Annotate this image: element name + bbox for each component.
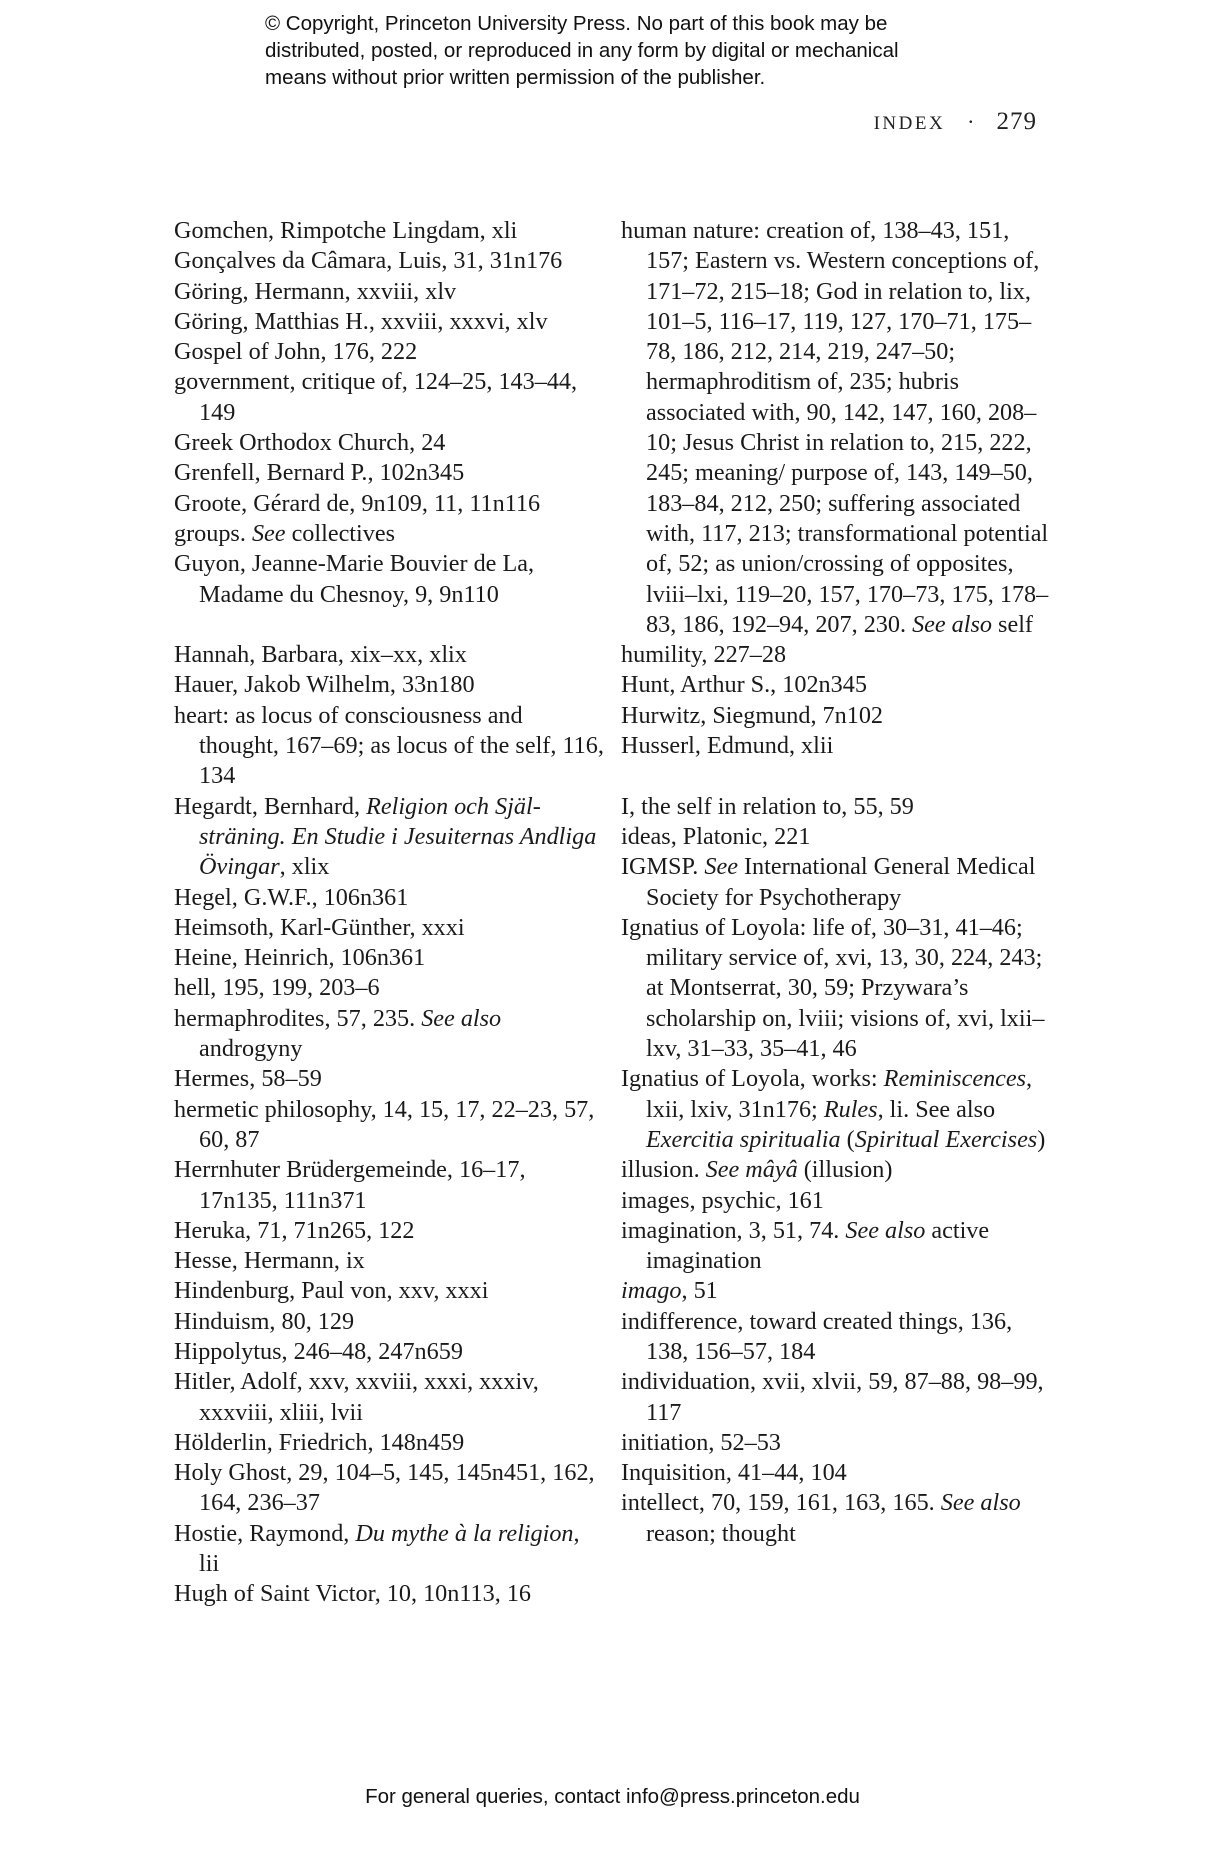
index-entry: Hinduism, 80, 129 [174,1307,355,1335]
page-number: 279 [996,108,1037,135]
index-entry: hell, 195, 199, 203–6 [174,974,380,1002]
index-entry: Greek Orthodox Church, 24 [174,429,446,457]
index-entry: Ignatius of Loyola: life of, 30–31, 41–46; military service of, xvi, 13, 30, 224, 243; at Montserrat, 30, 59; Przywara’s scholarship on, lviii; visions of, xvi, lxii–lxv, 31–33, 35–41, 46 [621,913,1045,1063]
index-entry: individuation, xvii, xlvii, 59, 87–88, 98–99, 117 [621,1368,1044,1426]
index-entry: Guyon, Jeanne-Marie Bouvier de La, Madame du Chesnoy, 9, 9n110 [174,550,535,608]
index-entry: Hermes, 58–59 [174,1065,322,1093]
index-entry: Ignatius of Loyola, works: Reminiscences, lxii, lxiv, 31n176; Rules, li. See also Exercitia spiritualia (Spiritual Exercises) [621,1065,1046,1153]
index-entry: heart: as locus of consciousness and thought, 167–69; as locus of the self, 116, 134 [174,701,604,790]
index-entry: Gonçalves da Câmara, Luis, 31, 31n176 [174,247,563,275]
index-entry: Herrnhuter Brüdergemeinde, 16–17, 17n135, 111n371 [174,1156,526,1214]
separator-dot: · [967,109,975,134]
index-entry: Groote, Gérard de, 9n109, 11, 11n116 [174,489,541,517]
index-entry: Göring, Matthias H., xxviii, xxxvi, xlv [174,307,548,335]
index-entry: human nature: creation of, 138–43, 151, 157; Eastern vs. Western conceptions of, 171–72, 215–18; God in relation to, lix, 101–5, 116–17, 119, 127, 170–71, 175–78, 186, 212, 214, 219, 247–50; hermaphroditism of, 235; hubris associated with, 90, 142, 147, 160, 208–10; Jesus Christ in relation to, 215, 222, 245; meaning/ purpose of, 143, 149–50, 183–84, 212, 250; suffering associated with, 117, 213; transformational potential of, 52; as union/crossing of opposites, lviii–lxi, 119–20, 157, 170–73, 175, 178–83, 186, 192–94, 207, 230. See also self [621,217,1049,638]
index-entry: Heimsoth, Karl-Günther, xxxi [174,913,465,941]
index-entry: illusion. See mâyâ (illusion) [621,1156,893,1184]
index-entry: images, psychic, 161 [621,1186,824,1214]
index-entry: Hegardt, Bernhard, Religion och Själsträning. En Studie i Jesuiternas Andliga Övingar, xlix [174,792,597,881]
index-entry: humility, 227–28 [621,641,787,669]
index-entry: Hannah, Barbara, xix–xx, xlix [174,641,467,669]
index-entry: initiation, 52–53 [621,1428,781,1456]
index-entry: hermaphrodites, 57, 235. See also androgyny [174,1004,502,1063]
index-entry: Hitler, Adolf, xxv, xxviii, xxxi, xxxiv, xxxviii, xliii, lvii [174,1368,539,1426]
index-entry: Gospel of John, 176, 222 [174,338,418,366]
index-entry: Gomchen, Rimpotche Lingdam, xli [174,217,518,244]
index-entry: Hölderlin, Friedrich, 148n459 [174,1428,465,1456]
index-entry: Holy Ghost, 29, 104–5, 145, 145n451, 162, 164, 236–37 [174,1459,595,1517]
index-entry: Inquisition, 41–44, 104 [621,1459,847,1487]
index-column-left [174,216,604,1610]
copyright-notice: © Copyright, Princeton University Press. No part of this book may be distributed, posted, or reproduced in any form by digital or mechanical means without prior written permission of the publisher. [265,12,899,89]
index-entry: Hugh of Saint Victor, 10, 10n113, 16 [174,1580,532,1608]
index-entry: Hunt, Arthur S., 102n345 [621,671,867,699]
index-entry: Heruka, 71, 71n265, 122 [174,1216,415,1244]
index-column-right [621,216,1051,1549]
index-entry: Göring, Hermann, xxviii, xlv [174,277,457,305]
index-entry: Grenfell, Bernard P., 102n345 [174,459,465,487]
index-entry: Hippolytus, 246–48, 247n659 [174,1337,463,1365]
index-entry: imago, 51 [621,1277,718,1305]
index-entry: Heine, Heinrich, 106n361 [174,944,426,972]
index-entry: ideas, Platonic, 221 [621,822,811,850]
index-entry: Hurwitz, Siegmund, 7n102 [621,701,884,729]
index-entry: IGMSP. See International General Medical Society for Psychotherapy [621,853,1036,911]
index-entry: Hindenburg, Paul von, xxv, xxxi [174,1277,489,1305]
index-entry: Hostie, Raymond, Du mythe à la religion, lii [174,1519,580,1578]
index-entry: hermetic philosophy, 14, 15, 17, 22–23, 57, 60, 87 [174,1095,595,1153]
index-entry: intellect, 70, 159, 161, 163, 165. See also reason; thought [621,1489,1021,1547]
index-entry: indifference, toward created things, 136, 138, 156–57, 184 [621,1307,1013,1365]
index-entry: imagination, 3, 51, 74. See also active imagination [621,1216,990,1275]
section-title: INDEX [873,113,946,134]
index-entry: I, the self in relation to, 55, 59 [621,792,914,820]
index-entry: Hegel, G.W.F., 106n361 [174,883,409,911]
running-head [874,108,1037,136]
index-entry: government, critique of, 124–25, 143–44, 149 [174,368,578,426]
index-entry: Husserl, Edmund, xlii [621,732,834,760]
index-entry: groups. See collectives [174,519,395,547]
index-entry: Hesse, Hermann, ix [174,1247,365,1275]
index-entry: Hauer, Jakob Wilhelm, 33n180 [174,671,475,699]
footer-contact: For general queries, contact info@press.princeton.edu [365,1785,860,1808]
